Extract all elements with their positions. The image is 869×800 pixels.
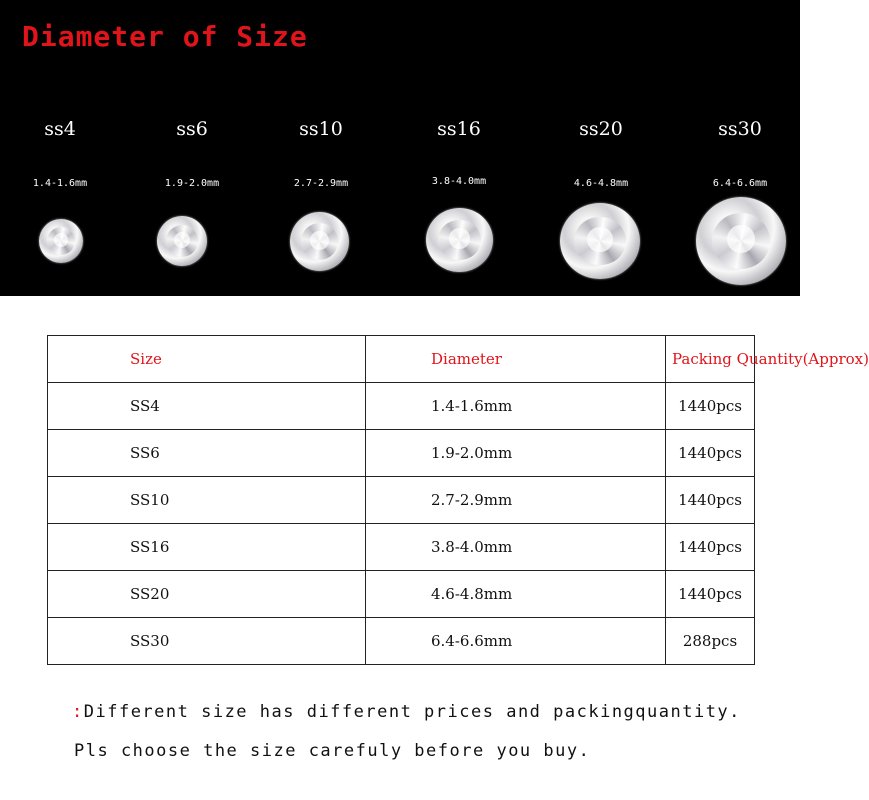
rhinestone-image xyxy=(39,219,83,263)
size-item-ss4 xyxy=(0,0,120,296)
cell-size: SS6 xyxy=(48,430,366,477)
size-code: ss30 xyxy=(718,118,762,140)
size-code: ss6 xyxy=(176,118,208,140)
table-row xyxy=(48,383,755,430)
cell-diameter: 1.4-1.6mm xyxy=(366,383,666,430)
size-range: 1.4-1.6mm xyxy=(32,178,88,189)
cell-diameter: 6.4-6.6mm xyxy=(366,618,666,665)
cell-quantity: 1440pcs xyxy=(666,430,755,477)
cell-quantity: 1440pcs xyxy=(666,524,755,571)
cell-quantity: 1440pcs xyxy=(666,477,755,524)
size-code: ss10 xyxy=(299,118,343,140)
size-item-ss16 xyxy=(399,0,519,296)
table-row xyxy=(48,430,755,477)
cell-quantity: 1440pcs xyxy=(666,383,755,430)
column-header-diameter: Diameter xyxy=(366,336,666,383)
table-row xyxy=(48,477,755,524)
cell-diameter: 4.6-4.8mm xyxy=(366,571,666,618)
size-range: 6.4-6.6mm xyxy=(712,178,768,189)
cell-diameter: 3.8-4.0mm xyxy=(366,524,666,571)
size-item-ss10 xyxy=(261,0,381,296)
rhinestone-image xyxy=(696,197,786,285)
banner-title: Diameter of Size xyxy=(22,20,308,53)
size-item-ss20 xyxy=(541,0,661,296)
cell-diameter: 1.9-2.0mm xyxy=(366,430,666,477)
table-header-row xyxy=(48,336,755,383)
size-code: ss4 xyxy=(44,118,76,140)
size-banner xyxy=(0,0,800,296)
cell-size: SS16 xyxy=(48,524,366,571)
note-prefix: : xyxy=(72,702,84,722)
table-row xyxy=(48,571,755,618)
cell-quantity: 1440pcs xyxy=(666,571,755,618)
cell-size: SS10 xyxy=(48,477,366,524)
rhinestone-image xyxy=(560,203,640,279)
size-code: ss16 xyxy=(437,118,481,140)
size-item-ss6 xyxy=(132,0,252,296)
rhinestone-image xyxy=(426,208,493,272)
rhinestone-image xyxy=(290,212,349,271)
table-row xyxy=(48,618,755,665)
note-line-prices xyxy=(72,702,741,722)
cell-size: SS30 xyxy=(48,618,366,665)
cell-size: SS4 xyxy=(48,383,366,430)
table-row xyxy=(48,524,755,571)
size-range: 2.7-2.9mm xyxy=(293,178,349,189)
size-range: 3.8-4.0mm xyxy=(431,176,487,187)
cell-diameter: 2.7-2.9mm xyxy=(366,477,666,524)
size-code: ss20 xyxy=(579,118,623,140)
note-line-choose xyxy=(74,741,590,761)
cell-quantity: 288pcs xyxy=(666,618,755,665)
size-range: 1.9-2.0mm xyxy=(164,178,220,189)
size-item-ss30 xyxy=(680,0,800,296)
size-range: 4.6-4.8mm xyxy=(573,178,629,189)
column-header-packing-quantity: Packing Quantity(Approx) xyxy=(666,336,755,383)
note-text: Different size has different prices and packingquantity. xyxy=(83,702,741,722)
note-text: Pls choose the size carefuly before you buy. xyxy=(74,741,591,761)
cell-size: SS20 xyxy=(48,571,366,618)
rhinestone-image xyxy=(157,216,207,266)
column-header-size: Size xyxy=(48,336,366,383)
size-table xyxy=(47,335,869,665)
